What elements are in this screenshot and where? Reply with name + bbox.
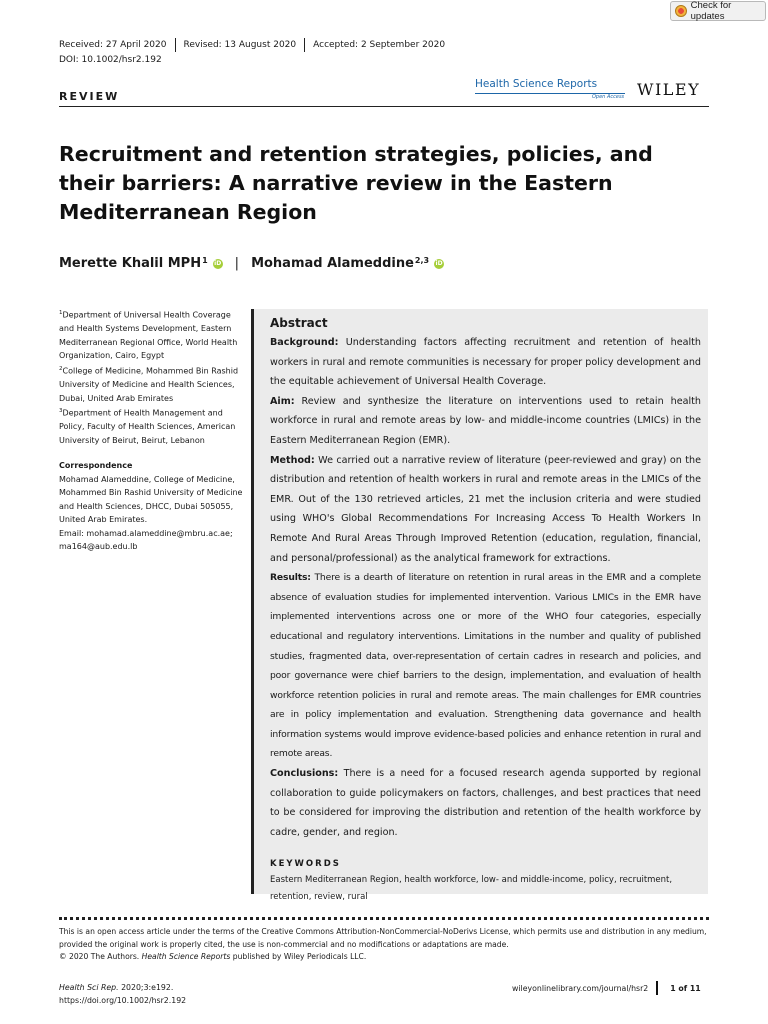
- aim-label: Aim:: [270, 395, 295, 407]
- correspondence-email[interactable]: Email: mohamad.alameddine@mbru.ac.ae; ma164@aub.edu.lb: [59, 528, 233, 551]
- method-text: We carried out a narrative review of literature (peer-reviewed and gray) on the distribution and retention of health workers in rural and remote areas in the LMICs of the EMR. Out of the 130 retrieved articles, 21 met the inclusion criteria and were studied using WHO's Global Recommendations For Increasing Access To Health Workers In Remote And Rural Areas Through Improved Retention (education, regulation, financial, and personal/professional) as the analytical framework for extractions.: [270, 454, 701, 564]
- footer-right: [512, 981, 701, 995]
- article-title: Recruitment and retention strategies, policies, and their barriers: A narrative review in the Eastern Mediterranean Region: [59, 142, 653, 224]
- section-label: REVIEW: [59, 90, 120, 103]
- journal-site-link[interactable]: wileyonlinelibrary.com/journal/hsr2: [512, 983, 649, 993]
- method-label: Method:: [270, 454, 315, 466]
- accepted-date: Accepted: 2 September 2020: [313, 40, 446, 50]
- citation-journal: Health Sci Rep.: [59, 983, 119, 992]
- affiliation-text: Department of Universal Health Coverage and Health Systems Development, Eastern Mediterranean Regional Office, World Health Organization, Cairo, Egypt: [59, 310, 238, 361]
- keywords-text: Eastern Mediterranean Region, health workforce, low- and middle-income, policy, recruitment, retention, review, rural: [270, 875, 673, 903]
- license-divider: [59, 917, 709, 920]
- abstract-background: [270, 333, 701, 392]
- license-text: This is an open access article under the terms of the Creative Commons Attribution-NonCommercial-NoDerivs License, which permits use and distribution in any medium, provided the original work is properly cited, the use is non-commercial and no modifications or adaptations are made.: [59, 927, 707, 949]
- author-affiliation-marker: 2,3: [414, 256, 430, 265]
- author-name[interactable]: Mohamad Alameddine: [251, 256, 414, 271]
- conclusions-text: There is a need for a focused research agenda supported by regional collaboration to guide policymakers on factors, challenges, and best practices that need to be considered for improving the distribution and retention of the health workforce by cadre, gender, and region.: [270, 768, 701, 838]
- citation-doi-link[interactable]: https://doi.org/10.1002/hsr2.192: [59, 996, 187, 1005]
- open-access-label: Open Access: [592, 94, 625, 100]
- affiliation-number: 2: [59, 366, 63, 372]
- background-text: Understanding factors affecting recruitment and retention of health workers in rural and remote communities is necessary for proper policy development and the equitable achievement of Universal Health Coverage.: [270, 337, 701, 388]
- abstract-box: [251, 309, 708, 903]
- copyright-prefix: © 2020 The Authors.: [59, 952, 140, 961]
- divider: [175, 38, 176, 52]
- orcid-icon[interactable]: iD: [214, 259, 222, 267]
- aim-text: Review and synthesize the literature on interventions used to retain health workforce in rural and remote areas by low- and middle-income countries (LMICs) in the Eastern Mediterranean Region (EMR).: [270, 395, 701, 446]
- abstract-conclusions: [270, 764, 701, 842]
- author-name[interactable]: Merette Khalil MPH: [59, 256, 202, 271]
- citation-details: 2020;3:e192.: [121, 983, 174, 992]
- check-for-updates-label: Check for updates: [690, 0, 732, 22]
- affiliation: [59, 307, 244, 363]
- conclusions-label: Conclusions:: [270, 768, 339, 780]
- header-rule: [59, 106, 709, 107]
- results-text: There is a dearth of literature on retention in rural areas in the EMR and a complete absence of evaluation studies for implemented intervention. Various LMICs in the EMR have implemented interventions across one or more of the WHO four categories, especially educational and regulatory interventions. Limitations in the number and quality of published studies, fragmented data, over-representation of certain cadres in research and policies, and poor governance were chief barriers to the design, implementation, and evaluation of health workforce retention policies in rural and remote areas. The main challenges for EMR countries are in policy implementation and evaluation. Strengthening data governance and health information systems would improve evidence-based policies and enhance retention in rural and remote areas.: [270, 572, 701, 760]
- keywords-heading: KEYWORDS: [270, 859, 341, 870]
- background-label: Background:: [270, 337, 339, 348]
- divider: [656, 981, 658, 995]
- page-number: 1 of 11: [670, 983, 701, 993]
- affiliation: [59, 363, 244, 405]
- author-list: [59, 256, 444, 271]
- affiliation-text: Department of Health Management and Policy, Faculty of Health Sciences, American University of Beirut, Beirut, Lebanon: [59, 408, 236, 445]
- divider: [304, 38, 305, 52]
- copyright-suffix: published by Wiley Periodicals LLC.: [232, 952, 367, 961]
- abstract-title: Abstract: [270, 316, 328, 330]
- orcid-icon[interactable]: iD: [435, 259, 443, 267]
- copyright-line: [59, 951, 709, 964]
- correspondence-text: Mohamad Alameddine, College of Medicine, Mohammed Bin Rashid University of Medicine and Health Sciences, DHCC, Dubai 505055, United Arab Emirates.: [59, 474, 243, 524]
- correspondence: [59, 459, 244, 554]
- journal-logo: Health Science Reports: [475, 78, 598, 90]
- article-dates: [59, 38, 445, 52]
- copyright-journal: Health Science Reports: [141, 952, 231, 961]
- doi[interactable]: DOI: 10.1002/hsr2.192: [59, 55, 162, 65]
- affiliation-number: 3: [59, 408, 63, 414]
- footer-citation: [59, 981, 186, 1007]
- abstract-results: [270, 568, 701, 764]
- correspondence-heading: Correspondence: [59, 461, 133, 470]
- author-separator: |: [234, 256, 240, 271]
- author-affiliation-marker: 1: [202, 256, 208, 265]
- crossmark-icon: [675, 5, 687, 17]
- abstract-method: [270, 451, 701, 569]
- received-date: Received: 27 April 2020: [59, 40, 167, 50]
- affiliation: [59, 405, 244, 447]
- results-label: Results:: [270, 572, 311, 584]
- affiliation-text: College of Medicine, Mohammed Bin Rashid University of Medicine and Health Sciences, Dubai, United Arab Emirates: [59, 366, 239, 403]
- abstract-aim: [270, 392, 701, 451]
- check-for-updates-button[interactable]: [670, 1, 766, 21]
- publisher-logo: WILEY: [637, 80, 701, 99]
- license-notice: [59, 926, 709, 964]
- revised-date: Revised: 13 August 2020: [183, 40, 297, 50]
- affiliation-number: 1: [59, 310, 63, 316]
